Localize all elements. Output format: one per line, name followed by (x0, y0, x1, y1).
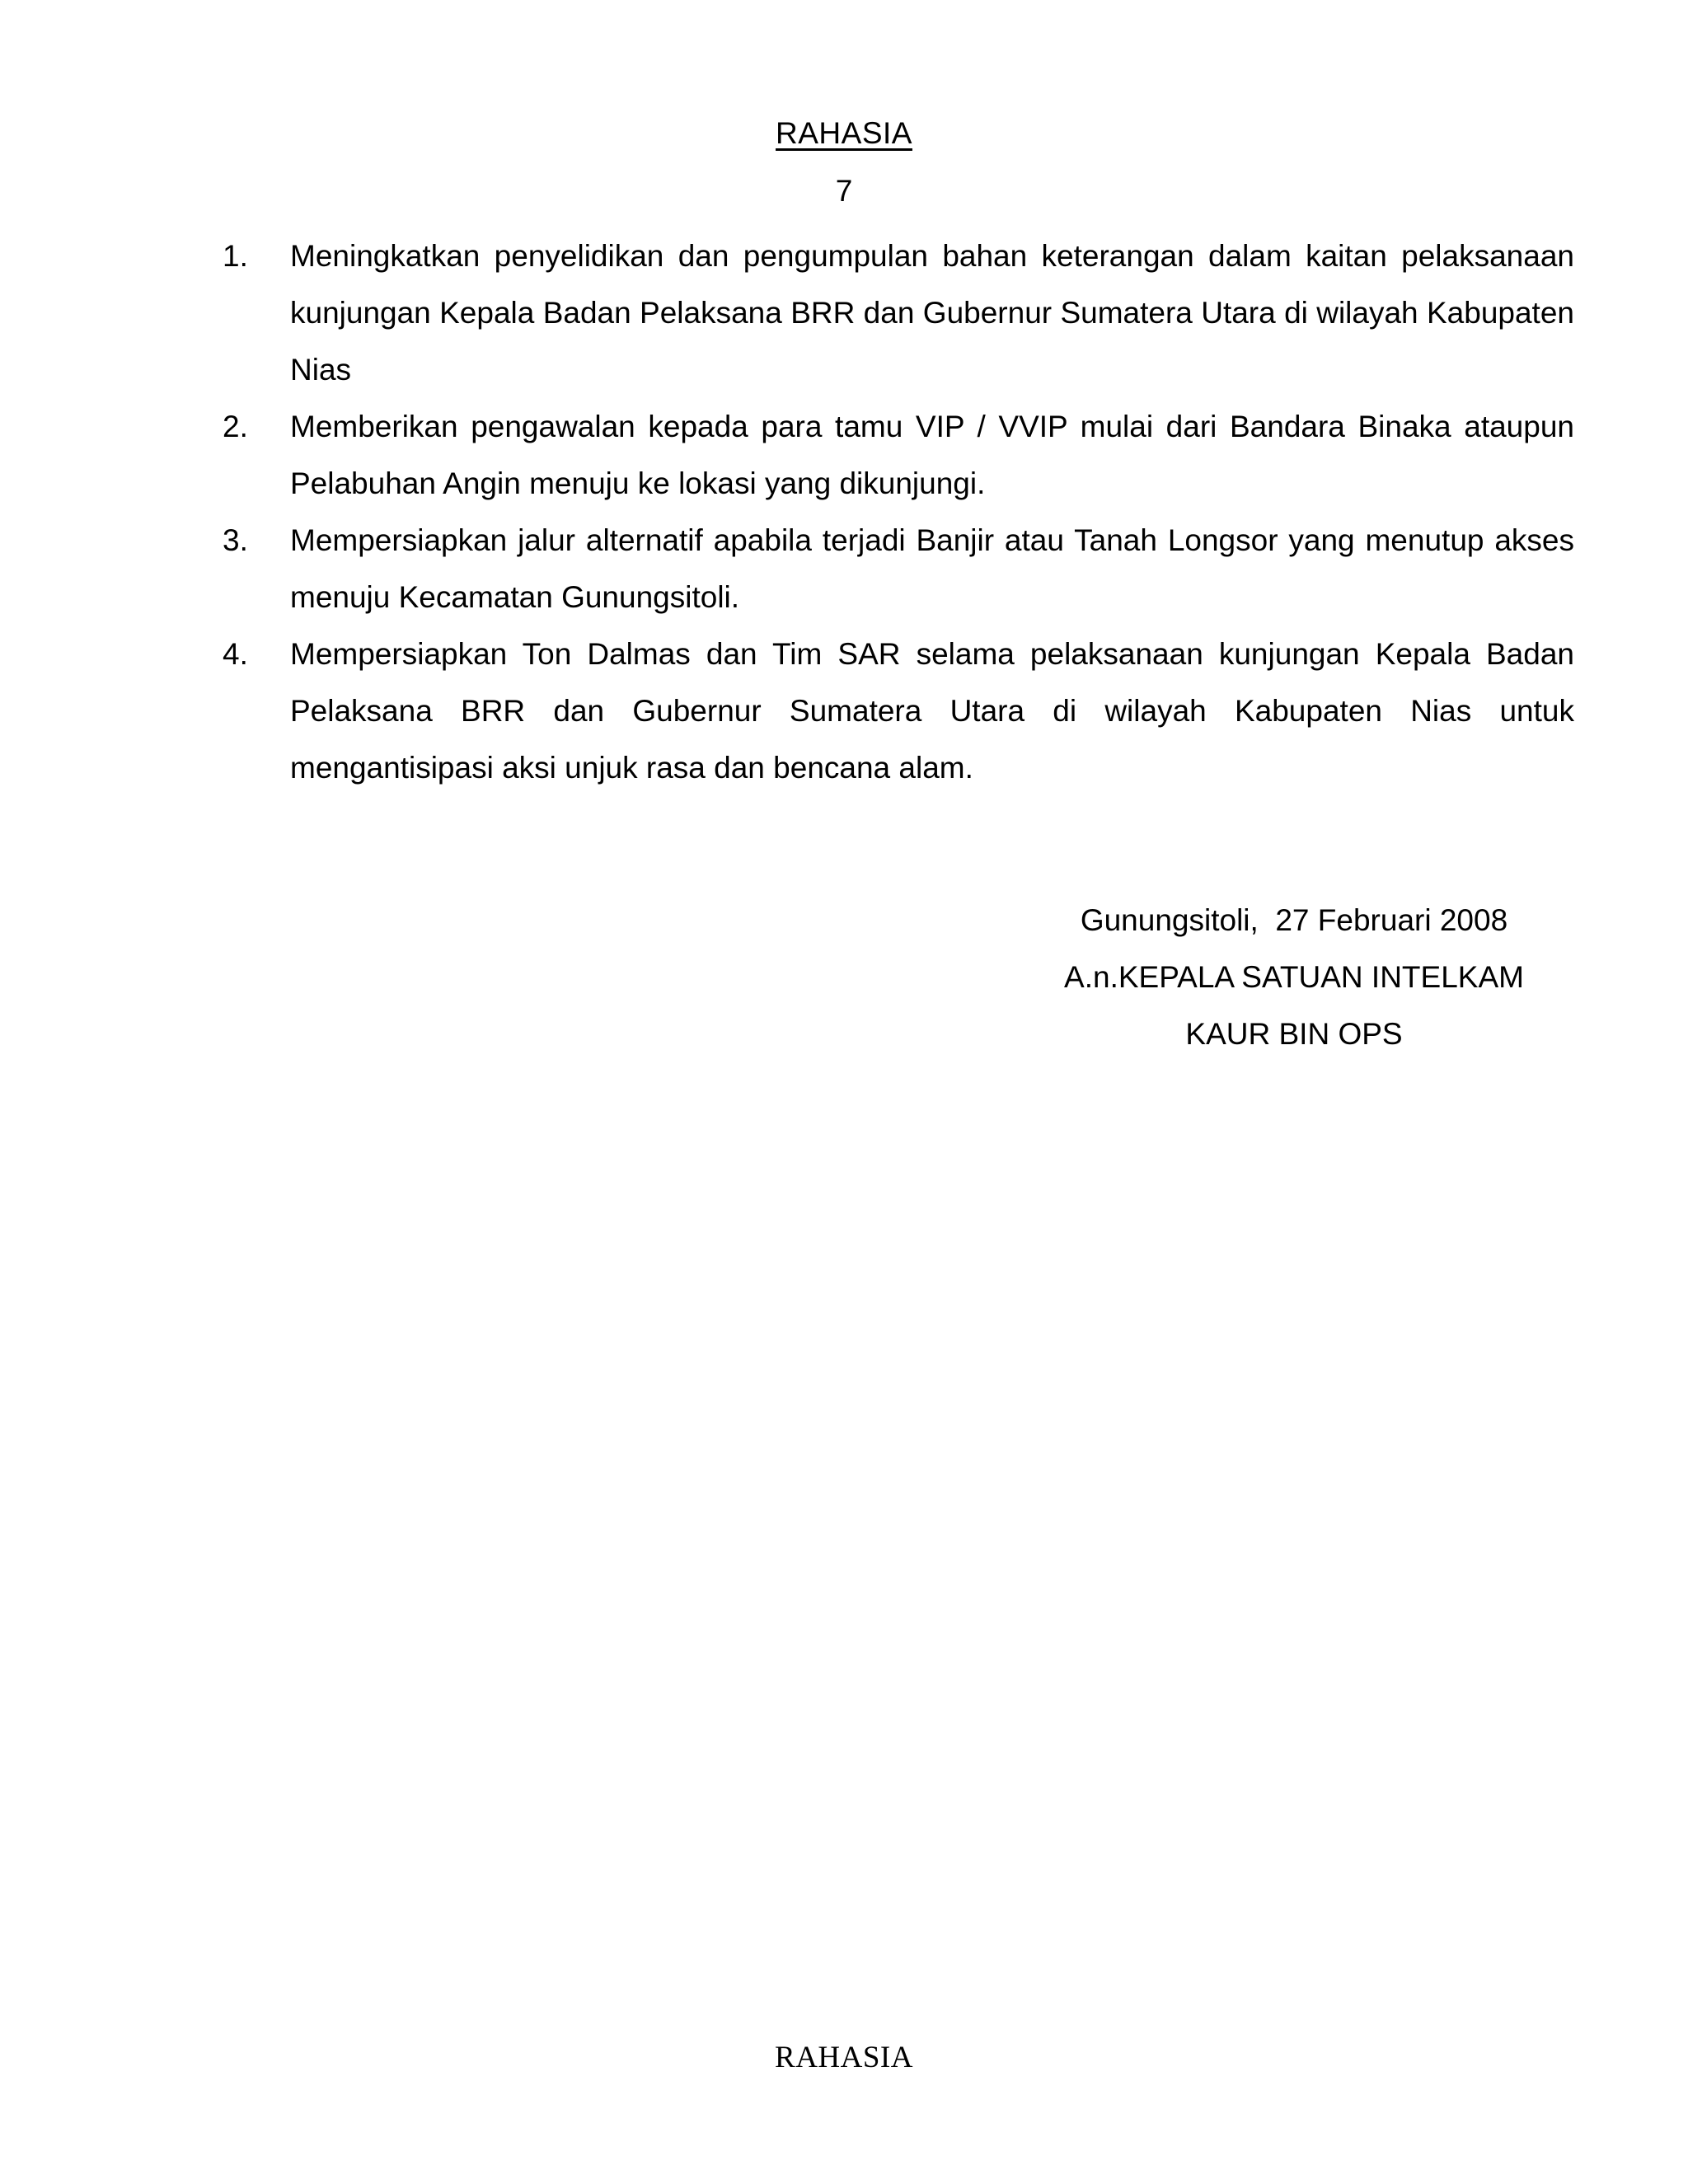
list-item-text: Meningkatkan penyelidikan dan pengumpulan bahan keterangan dalam kaitan pelaksanaan kunjungan Kepala Badan Pelaksana BRR dan Gubernur Sumatera Utara di wilayah Kabupaten Nias (290, 239, 1574, 387)
classification-footer: RAHASIA (775, 2041, 913, 2074)
signature-position: KAUR BIN OPS (1185, 1017, 1403, 1051)
numbered-list (223, 227, 1574, 796)
list-item-text: Memberikan pengawalan kepada para tamu VIP / VVIP mulai dari Bandara Binaka ataupun Pelabuhan Angin menuju ke lokasi yang dikunjungi. (290, 410, 1574, 500)
classification-header: RAHASIA (776, 116, 912, 150)
page-number: 7 (835, 174, 853, 208)
list-item (223, 512, 1574, 626)
signature-on-behalf: A.n.KEPALA SATUAN INTELKAM (1064, 960, 1524, 994)
signature-place-date: Gunungsitoli, 27 Februari 2008 (1080, 903, 1508, 937)
list-item (223, 626, 1574, 796)
list-item-number: 3. (223, 523, 248, 557)
list-item-text: Mempersiapkan jalur alternatif apabila terjadi Banjir atau Tanah Longsor yang menutup akses menuju Kecamatan Gunungsitoli. (290, 523, 1574, 614)
signature-block (1014, 892, 1574, 1062)
list-item (223, 398, 1574, 512)
list-item (223, 227, 1574, 398)
list-item-text: Mempersiapkan Ton Dalmas dan Tim SAR selama pelaksanaan kunjungan Kepala Badan Pelaksana BRR dan Gubernur Sumatera Utara di wilayah Kabupaten Nias untuk mengantisipasi aksi unjuk rasa dan bencana alam. (290, 637, 1574, 785)
list-item-number: 1. (223, 239, 248, 273)
list-item-number: 2. (223, 410, 248, 443)
list-item-number: 4. (223, 637, 248, 671)
